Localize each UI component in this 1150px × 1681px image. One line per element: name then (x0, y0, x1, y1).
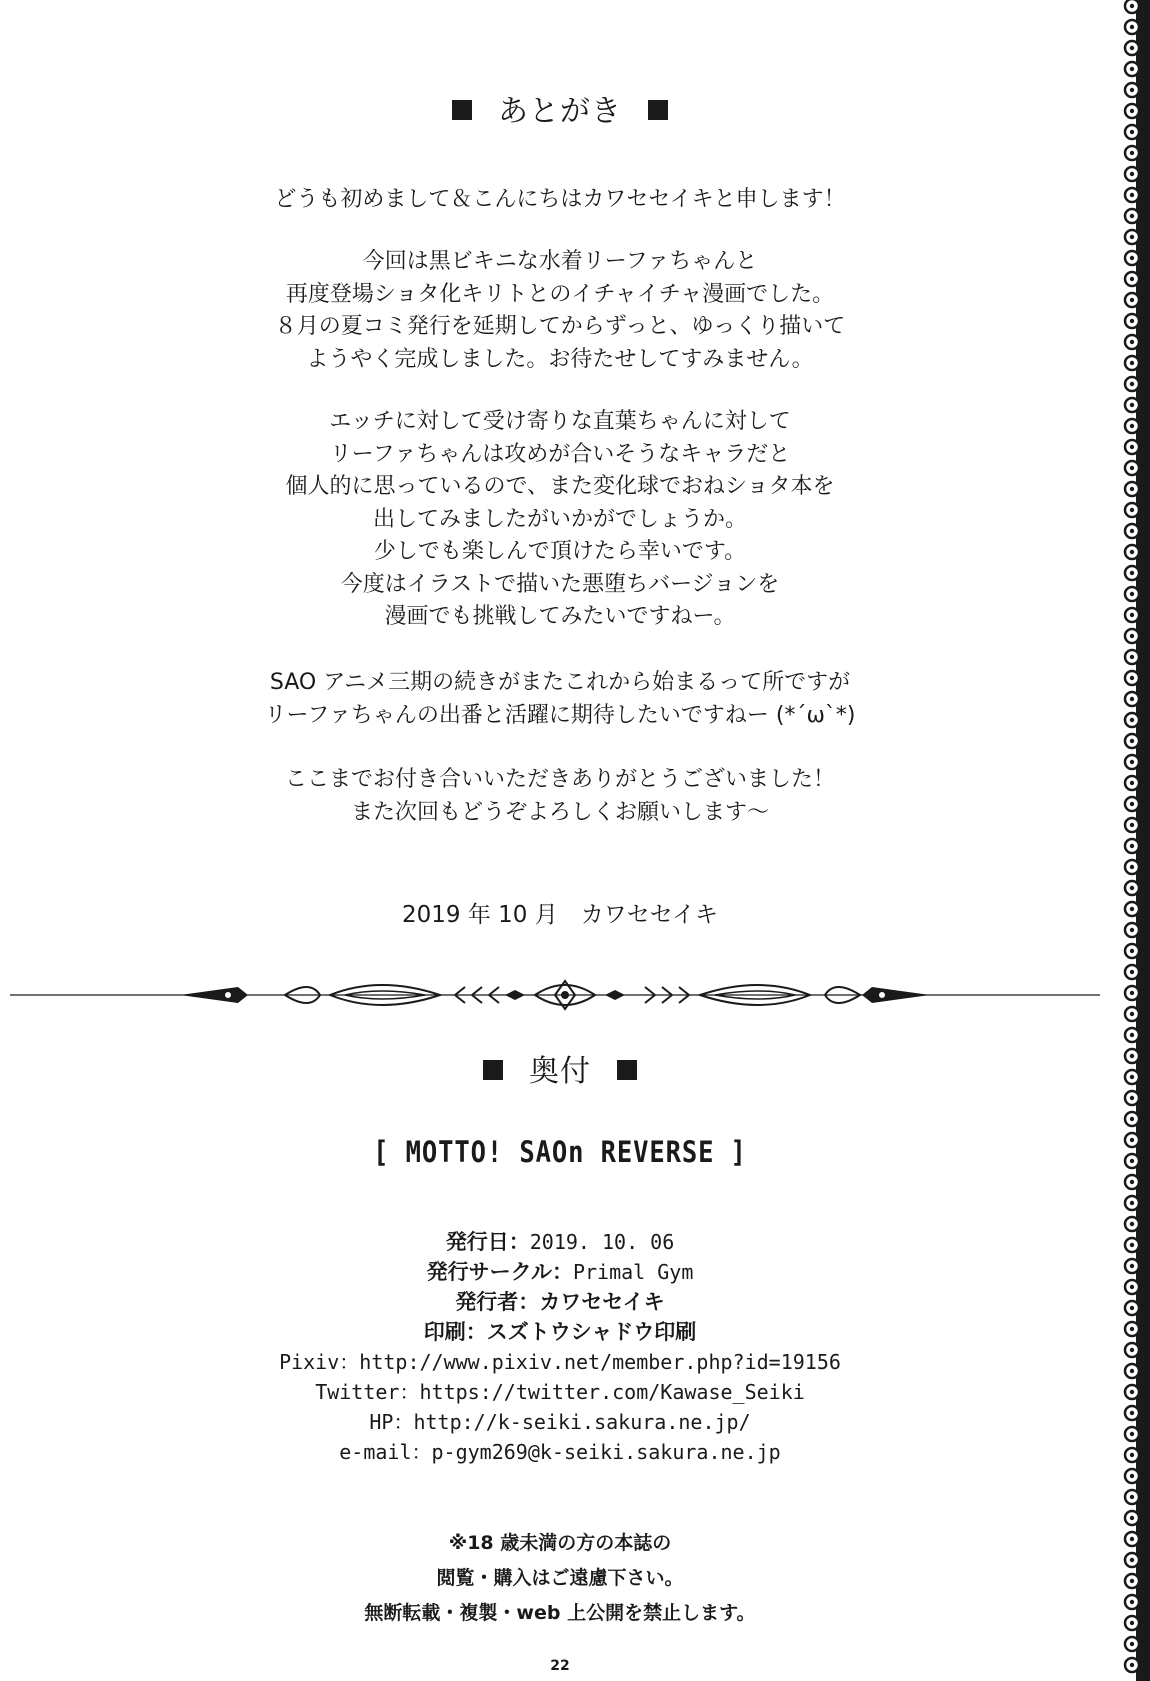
colophon-key: Pixiv： (279, 1350, 360, 1374)
notice-line: 閲覧・購入はご遠慮下さい。 (436, 1567, 684, 1589)
afterword-paragraph (0, 246, 1120, 376)
ornamental-divider (10, 975, 1100, 1015)
text-line: 再度登場ショタ化キリトとのイチャイチャ漫画でした。 (285, 281, 835, 307)
colophon-row (0, 1407, 1120, 1437)
text-line: リーファちゃんの出番と活躍に期待したいですねー (*´ω`*) (264, 702, 856, 728)
colophon-key: HP： (369, 1410, 414, 1434)
colophon-value: カワセセイキ (539, 1290, 665, 1314)
colophon-details (0, 1227, 1120, 1467)
afterword-paragraph (0, 667, 1120, 732)
colophon-row (0, 1437, 1120, 1467)
square-icon (483, 1060, 503, 1080)
colophon-key: 発行サークル： (426, 1260, 573, 1284)
afterword-paragraph (0, 406, 1120, 634)
colophon-row (0, 1257, 1120, 1287)
text-line: 今回は黒ビキニな水着リーファちゃんと (362, 249, 758, 274)
colophon-value: p-gym269@k-seiki.sakura.ne.jp (431, 1440, 781, 1464)
book-title: [ MOTTO! SAOn REVERSE ] (373, 1135, 747, 1169)
colophon-row (0, 1287, 1120, 1317)
colophon-key: Twitter： (315, 1380, 420, 1404)
colophon-value: スズトウシャドウ印刷 (486, 1320, 697, 1344)
text-line: 今度はイラストで描いた悪堕ちバージョンを (340, 571, 780, 597)
colophon-key: 発行日： (445, 1230, 530, 1254)
colophon-heading: 奥付 (0, 1046, 1120, 1090)
colophon-value: 2019. 10. 06 (529, 1230, 675, 1254)
text-line: また次回もどうぞよろしくお願いします～ (350, 799, 769, 825)
text-line: リーファちゃんは攻めが合いそうなキャラだと (329, 441, 791, 467)
colophon-row (0, 1377, 1120, 1407)
text-line: SAO アニメ三期の続きがまたこれから始まるって所ですが (269, 670, 851, 695)
colophon-value: http://k-seiki.sakura.ne.jp/ (413, 1410, 751, 1434)
page-number: 22 (550, 1658, 570, 1674)
text-line: 個人的に思っているので、また変化球でおねショタ本を (285, 474, 835, 499)
colophon-key: 発行者： (455, 1290, 540, 1314)
colophon-key: e-mail： (339, 1440, 432, 1464)
afterword-heading: あとがき (0, 86, 1120, 130)
text-line: 出してみましたがいかがでしょうか。 (372, 506, 747, 532)
colophon-value: https://twitter.com/Kawase_Seiki (419, 1380, 805, 1404)
text-line: ここまでお付き合いいただきありがとうございました！ (284, 767, 835, 792)
colophon-row (0, 1317, 1120, 1347)
text-line: 漫画でも挑戦してみたいですねー。 (384, 604, 736, 629)
notice-line: 無断転載・複製・web 上公開を禁止します。 (364, 1602, 756, 1624)
square-icon (452, 100, 472, 120)
afterword-paragraph (0, 184, 1120, 217)
age-restriction-notice (0, 1526, 1120, 1631)
colophon-key: 印刷： (423, 1320, 487, 1344)
square-icon (617, 1060, 637, 1080)
text-line: 少しでも楽しんで頂けたら幸いです。 (373, 539, 747, 564)
afterword-paragraph (0, 764, 1120, 829)
text-line: どうも初めまして＆こんにちはカワセセイキと申します！ (274, 187, 846, 212)
text-line: エッチに対して受け寄りな直葉ちゃんに対して (329, 409, 791, 434)
colophon-value: http://www.pixiv.net/member.php?id=19156 (359, 1350, 841, 1374)
colophon-row (0, 1347, 1120, 1377)
text-line: ようやく完成しました。お待たせしてすみません。 (306, 346, 814, 372)
colophon-value: Primal Gym (572, 1260, 694, 1284)
square-icon (648, 100, 668, 120)
afterword-signature: 2019 年 10 月 カワセセイキ (401, 902, 719, 928)
colophon-row (0, 1227, 1120, 1257)
notice-line: ※18 歳未満の方の本誌の (448, 1532, 672, 1554)
text-line: ８月の夏コミ発行を延期してからずっと、ゆっくり描いて (274, 314, 846, 339)
